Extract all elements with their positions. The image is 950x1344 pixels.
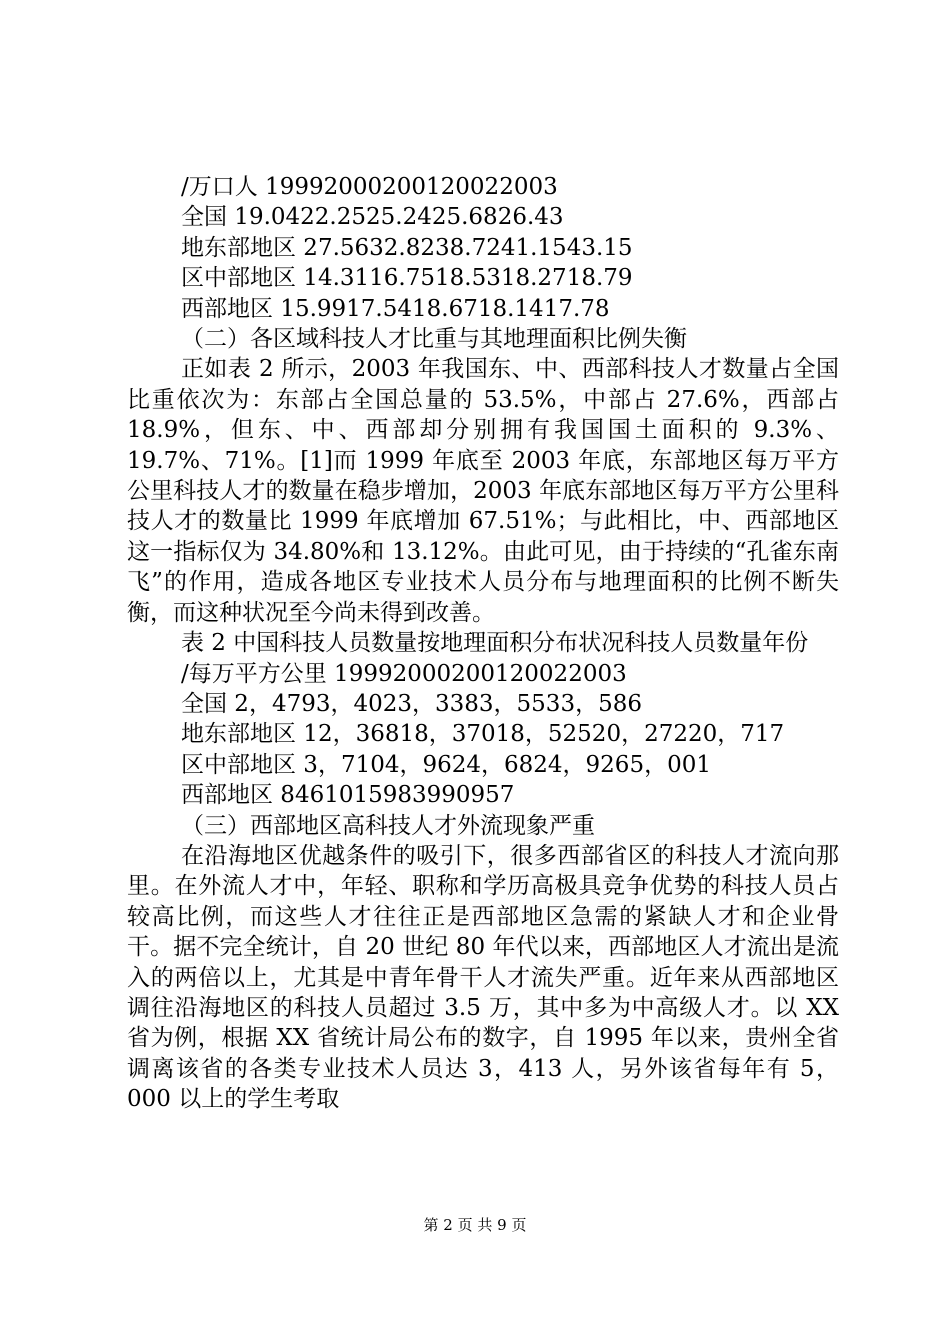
table2-caption: 表 2 中国科技人员数量按地理面积分布状况科技人员数量年份 [181,630,809,657]
table1-row-east: 地东部地区 27.5632.8238.7241.1543.15 [181,234,633,261]
section-heading-2: （二）各区域科技人才比重与其地理面积比例失衡 [181,326,687,353]
page-footer: 第 2 页 共 9 页 [423,1216,527,1234]
table2-header-row: /每万平方公里 19992000200120022003 [181,660,627,687]
table1-header-row: /万口人 19992000200120022003 [181,174,558,200]
table2-row-national: 全国 2，4793，4023，3383，5533，586 [181,690,642,717]
table2-row-central: 区中部地区 3，7104，9624，6824，9265，001 [181,751,711,778]
table2-row-east: 地东部地区 12，36818，37018，52520，27220，717 [181,721,785,748]
table1-row-west: 西部地区 15.9917.5418.6718.1417.78 [181,295,610,322]
document-body [127,172,839,1115]
paragraph-3: 在沿海地区优越条件的吸引下，很多西部省区的科技人才流向那里。在外流人才中，年轻、职称和学历高极具竞争优势的科技人员占较高比例，而这些人才往往正是西部地区急需的紧缺人才和企业骨干。据不完全统计，自 20 世纪 80 年代以来，西部地区人才流出是流入的两倍以上，尤其是中青年骨干人才流失严重。近年来从西部地区调往沿海地区的科技人员超过 3.5 万，其中多为中高级人才。以 XX 省为例，根据 XX 省统计局公布的数字，自 1995 年以来，贵州全省调离该省的各类专业技术人员达 3，413 人，另外该省每年有 5，000 以上的学生考取 [127,842,839,1113]
section-heading-3: （三）西部地区高科技人才外流现象严重 [181,812,595,839]
table1-row-central: 区中部地区 14.3116.7518.5318.2718.79 [181,265,633,292]
paragraph-2: 正如表 2 所示，2003 年我国东、中、西部科技人才数量占全国比重依次为：东部占全国总量的 53.5%，中部占 27.6%，西部占 18.9%，但东、中、西部却分别拥有我国国土面积的 9.3%、19.7%、71%。[1]而 1999 年底至 2003 年底，东部地区每万平方公里科技人才的数量在稳步增加，2003 年底东部地区每万平方公里科技人才的数量比 1999 年底增加 67.51%；与此相比，中、西部地区这一指标仅为 34.80%和 13.12%。由此可见，由于持续的“孔雀东南飞”的作用，造成各地区专业技术人员分布与地理面积的比例不断失衡，而这种状况至今尚未得到改善。 [127,356,839,626]
table2-row-west: 西部地区 8461015983990957 [181,782,515,809]
table1-row-national: 全国 19.0422.2525.2425.6826.43 [181,204,564,231]
